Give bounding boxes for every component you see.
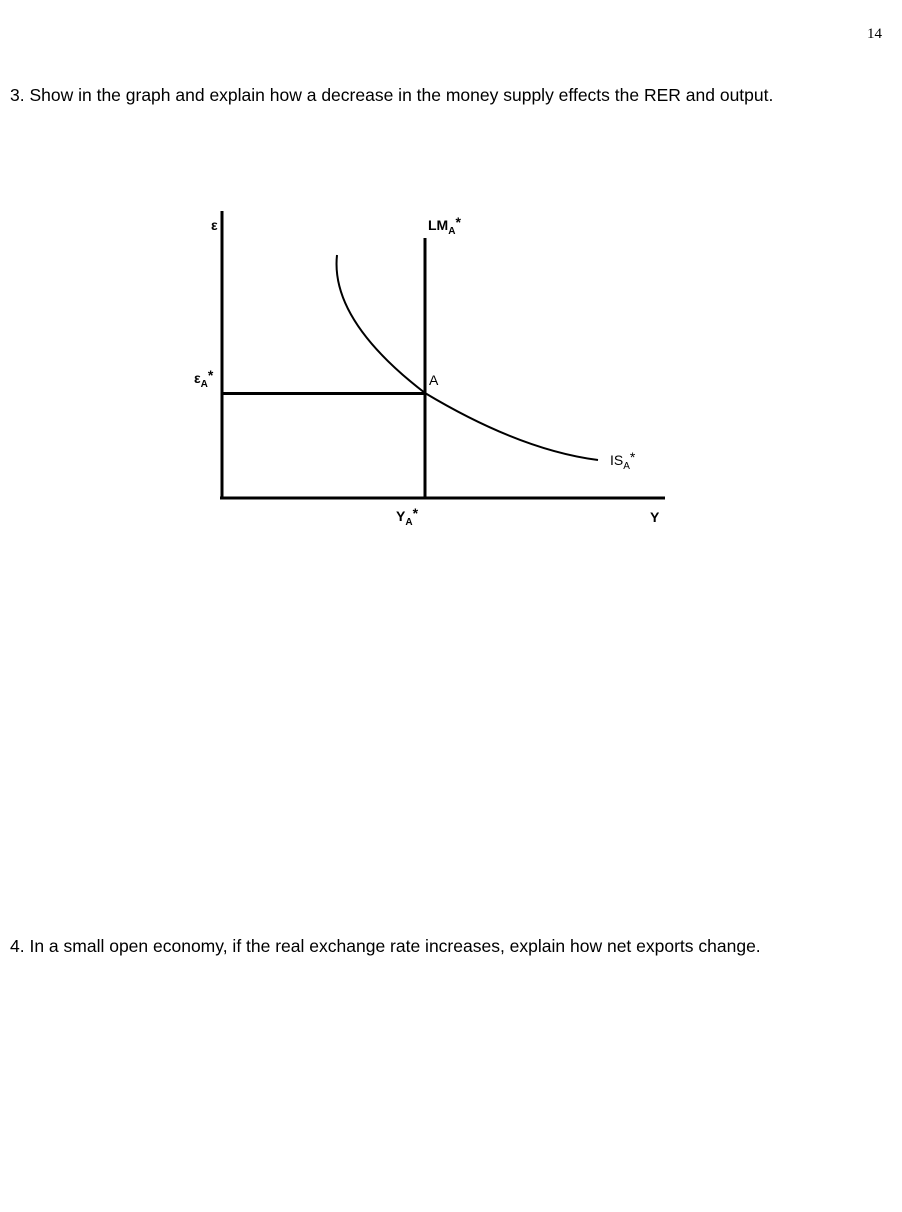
question-3-text: 3. Show in the graph and explain how a decrease in the money supply effects the RER and output. [10, 85, 774, 105]
equilibrium-exchange-rate-label: $\varepsilon_A*$ [194, 367, 214, 390]
lm-curve-label: $LM_A*$ [428, 214, 461, 237]
question-4-text: 4. In a small open economy, if the real exchange rate increases, explain how net exports change. [10, 936, 761, 956]
is-curve-label: $IS_A*$ [610, 449, 636, 472]
x-axis-label: Y [650, 509, 660, 525]
is-curve [337, 255, 598, 460]
y-axis-label: ε [211, 217, 218, 233]
page-number: 14 [867, 26, 882, 42]
equilibrium-point-label: A [429, 372, 439, 388]
equilibrium-output-label: $Y_A*$ [396, 505, 419, 528]
